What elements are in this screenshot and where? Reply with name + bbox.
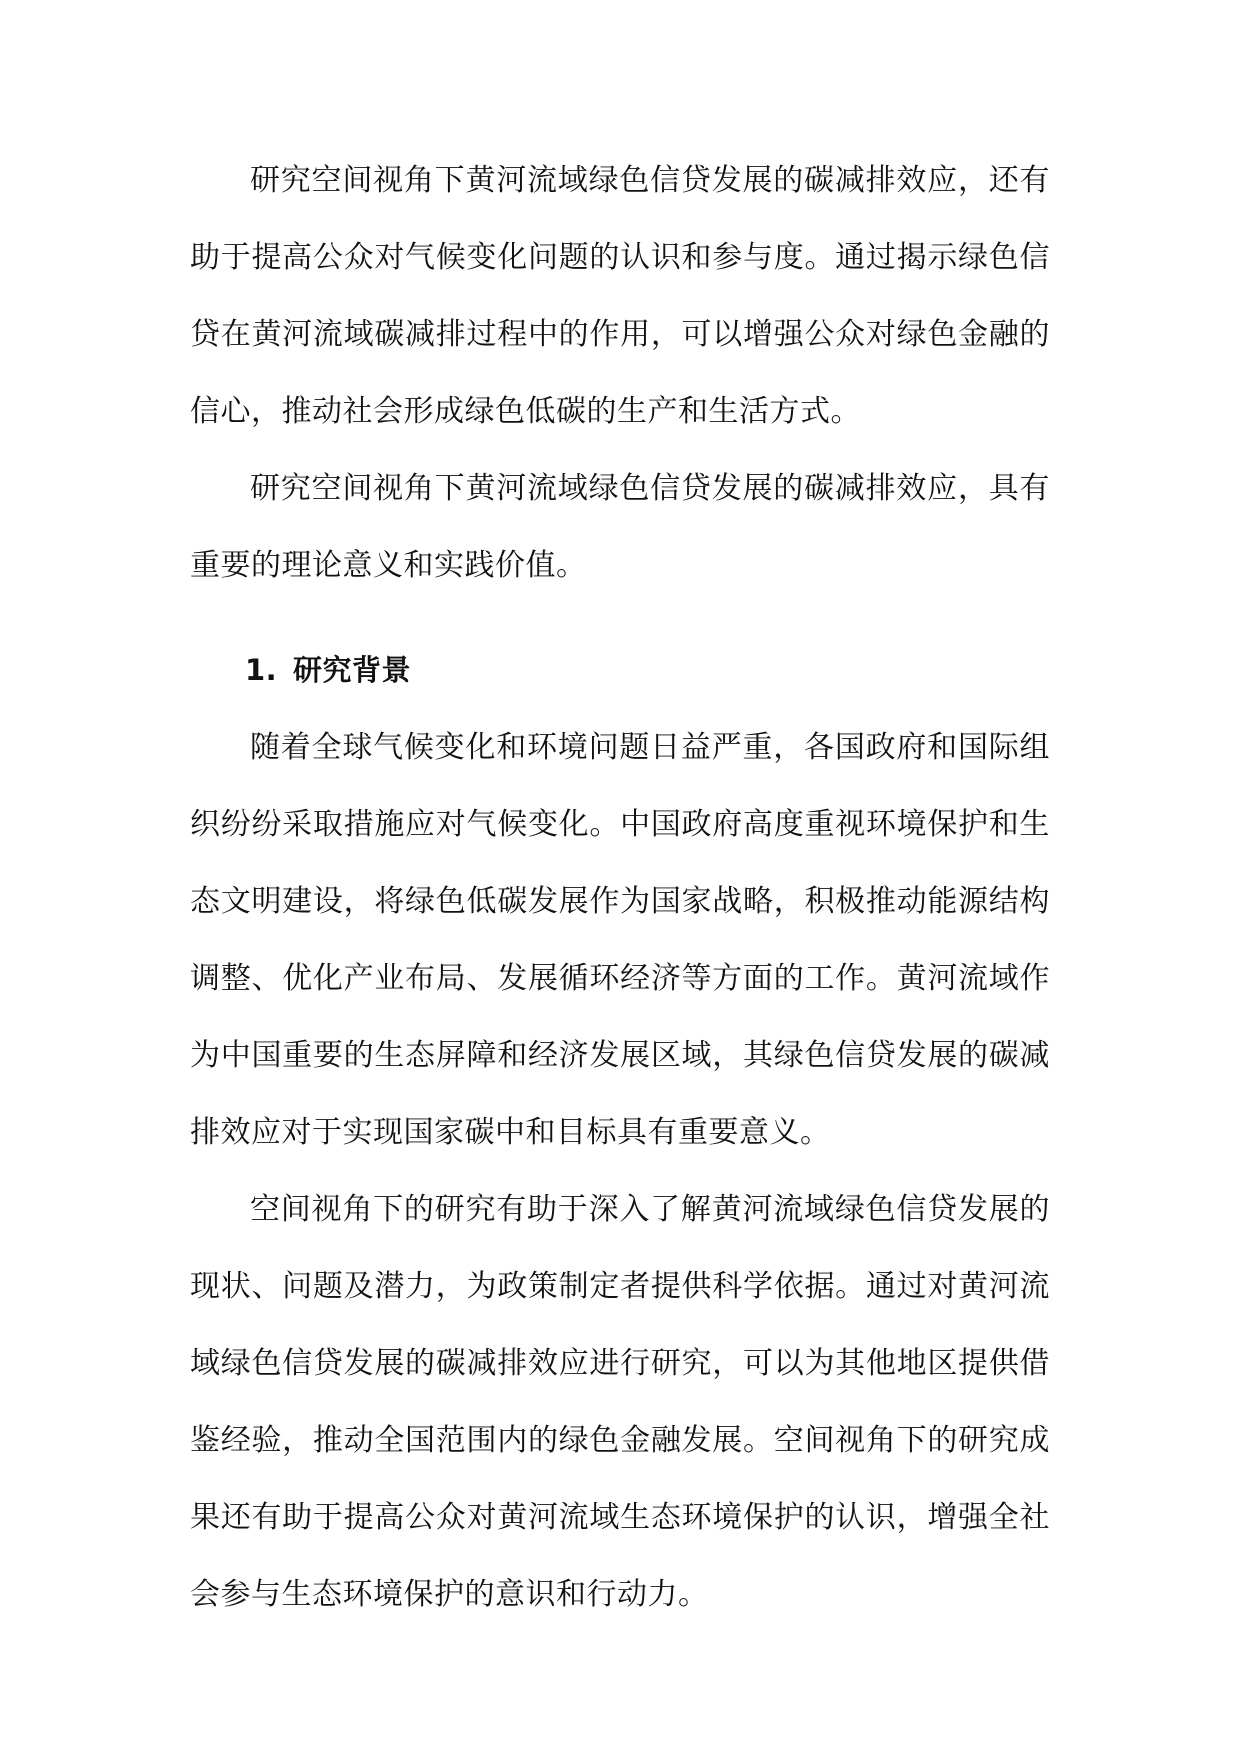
section-title: 研究背景 — [293, 653, 412, 687]
document-body — [190, 142, 1050, 1633]
paragraph-background-2: 空间视角下的研究有助于深入了解黄河流域绿色信贷发展的现状、问题及潜力，为政策制定者提供科学依据。通过对黄河流域绿色信贷发展的碳减排效应进行研究，可以为其他地区提供借鉴经验，推动全国范围内的绿色金融发展。空间视角下的研究成果还有助于提高公众对黄河流域生态环境保护的认识，增强全社会参与生态环境保护的意识和行动力。 — [190, 1192, 1050, 1612]
paragraph-background-1: 随着全球气候变化和环境问题日益严重，各国政府和国际组织纷纷采取措施应对气候变化。中国政府高度重视环境保护和生态文明建设，将绿色低碳发展作为国家战略，积极推动能源结构调整、优化产业布局、发展循环经济等方面的工作。黄河流域作为中国重要的生态屏障和经济发展区域，其绿色信贷发展的碳减排效应对于实现国家碳中和目标具有重要意义。 — [190, 730, 1050, 1150]
paragraph-intro-2: 研究空间视角下黄河流域绿色信贷发展的碳减排效应，具有重要的理论意义和实践价值。 — [190, 471, 1050, 583]
section-number: 1. — [245, 653, 278, 687]
section-heading — [190, 632, 1050, 709]
paragraph-intro-1: 研究空间视角下黄河流域绿色信贷发展的碳减排效应，还有助于提高公众对气候变化问题的认识和参与度。通过揭示绿色信贷在黄河流域碳减排过程中的作用，可以增强公众对绿色金融的信心，推动社会形成绿色低碳的生产和生活方式。 — [190, 163, 1050, 429]
